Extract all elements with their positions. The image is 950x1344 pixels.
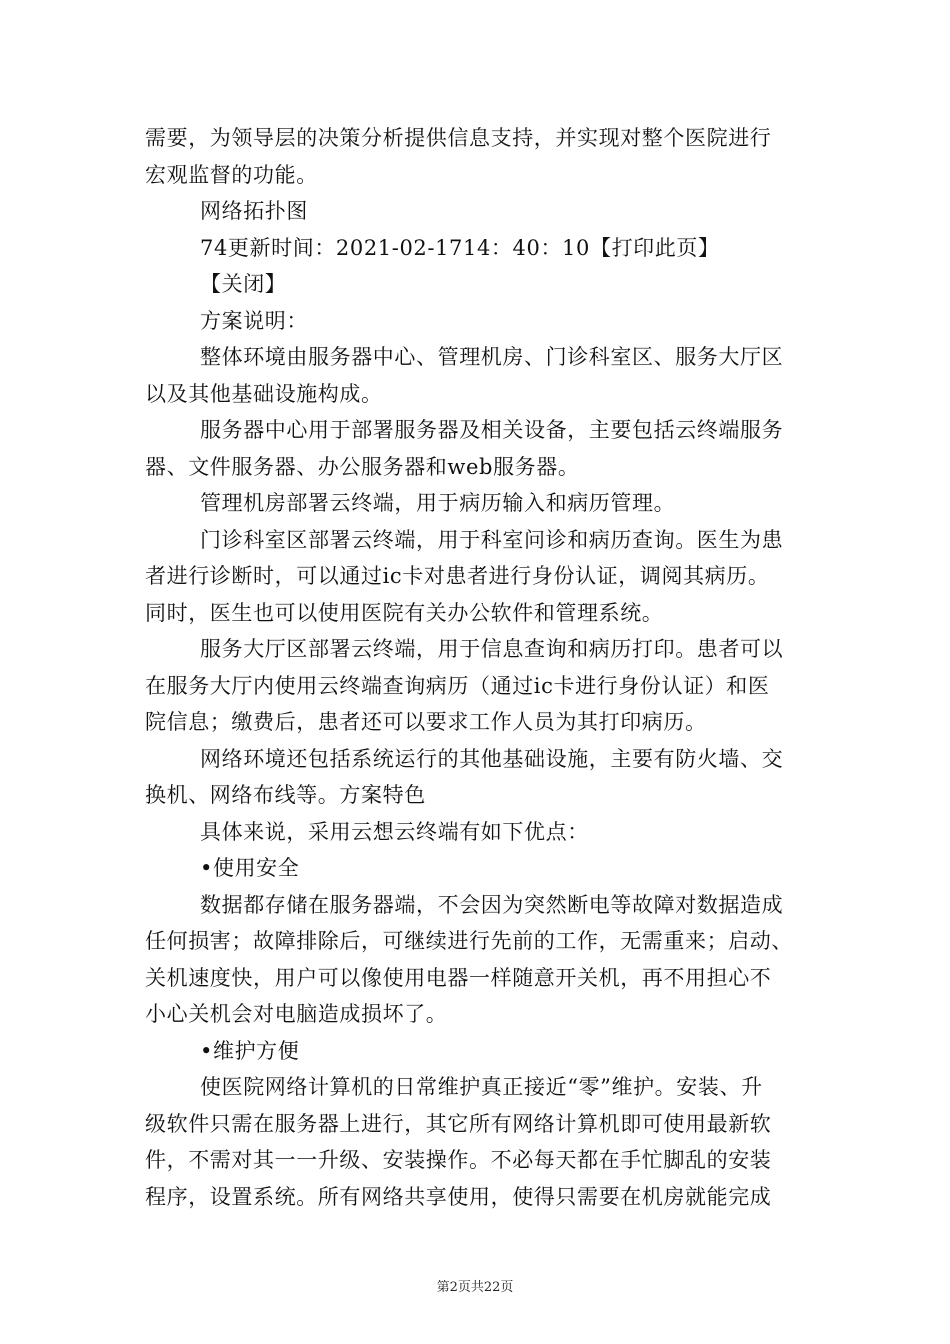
text-line: 使医院网络计算机的日常维护真正接近“零”维护。安装、升	[200, 1075, 763, 1099]
document-body	[145, 120, 810, 1215]
text-line: 服务大厅区部署云终端，用于信息查询和病历打印。患者可以	[200, 637, 784, 661]
text-line: 院信息；缴费后，患者还可以要求工作人员为其打印病历。	[145, 710, 707, 734]
text-line: •维护方便	[200, 1038, 300, 1063]
text-line: 需要，为领导层的决策分析提供信息支持，并实现对整个医院进行	[145, 126, 772, 150]
text-line: 门诊科室区部署云终端，用于科室问诊和病历查询。医生为患	[200, 527, 784, 552]
text-line: 在服务大厅内使用云终端查询病历（通过ic卡进行身份认证）和医	[145, 673, 770, 698]
text-line: 件，不需对其一一升级、安装操作。不必每天都在手忙脚乱的安装	[145, 1148, 772, 1172]
text-line: 级软件只需在服务器上进行，其它所有网络计算机即可使用最新软	[145, 1111, 772, 1136]
text-line: 者进行诊断时，可以通过ic卡对患者进行身份认证，调阅其病历。	[145, 564, 770, 588]
text-line: 74更新时间：2021-02-1714：40：10【打印此页】	[200, 235, 720, 260]
text-line: 程序，设置系统。所有网络共享使用，使得只需要在机房就能完成	[145, 1184, 772, 1209]
text-line: 具体来说，采用云想云终端有如下优点：	[200, 819, 589, 844]
text-line: 换机、网络布线等。方案特色	[145, 783, 426, 807]
page-footer	[0, 1276, 950, 1295]
text-line: 小心关机会对电脑造成损坏了。	[145, 1002, 448, 1026]
text-line: 网络环境还包括系统运行的其他基础设施，主要有防火墙、交	[200, 746, 784, 771]
page-number: 第2页共22页	[436, 1280, 514, 1295]
text-line: 数据都存储在服务器端，不会因为突然断电等故障对数据造成	[200, 892, 784, 917]
text-line: 服务器中心用于部署服务器及相关设备，主要包括云终端服务	[200, 418, 784, 442]
text-line: 以及其他基础设施构成。	[145, 381, 383, 406]
text-line: •使用安全	[200, 856, 300, 880]
text-line: 器、文件服务器、办公服务器和web服务器。	[145, 454, 580, 479]
text-line: 关机速度快，用户可以像使用电器一样随意开关机，再不用担心不	[145, 965, 772, 990]
text-line: 整体环境由服务器中心、管理机房、门诊科室区、服务大厅区	[200, 345, 784, 369]
text-line: 【关闭】	[200, 272, 287, 296]
text-line: 宏观监督的功能。	[145, 162, 318, 187]
text-line: 方案说明：	[200, 308, 308, 333]
text-line: 同时，医生也可以使用医院有关办公软件和管理系统。	[145, 600, 664, 625]
text-line: 管理机房部署云终端，用于病历输入和病历管理。	[200, 491, 676, 515]
text-line: 任何损害；故障排除后，可继续进行先前的工作，无需重来；启动、	[145, 929, 793, 953]
text-line: 网络拓扑图	[200, 199, 308, 223]
